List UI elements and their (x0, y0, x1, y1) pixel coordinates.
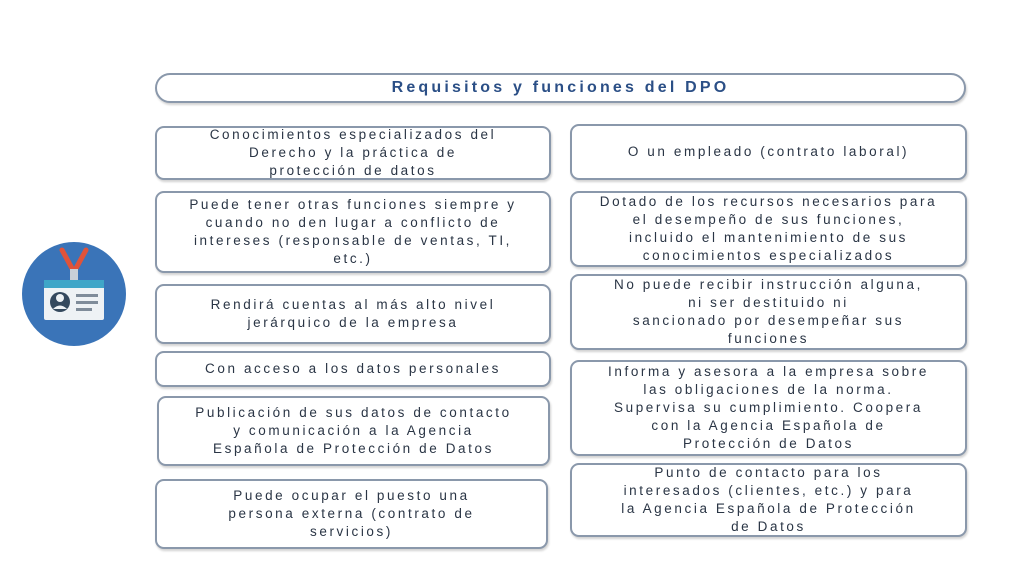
text-line: Española de Protección de Datos (213, 441, 494, 456)
text-line: Supervisa su cumplimiento. Coopera (613, 400, 923, 415)
left-box-3 (155, 284, 551, 344)
left-box-1 (155, 126, 551, 180)
text-line: el desempeño de sus funciones, (632, 212, 905, 227)
text-line: O un empleado (contrato laboral) (627, 144, 910, 159)
text-line: cuando no den lugar a conflicto de (205, 215, 501, 230)
diagram-title: Requisitos y funciones del DPO (155, 73, 966, 103)
text-line: interesados (clientes, etc.) y para (623, 483, 914, 498)
left-box-4 (155, 351, 551, 387)
text-line: Puede tener otras funciones siempre y (189, 197, 517, 212)
text-line: incluido el mantenimiento de sus (628, 230, 909, 245)
left-box-2 (155, 191, 551, 273)
text-line: Conocimientos especializados del (209, 127, 497, 142)
right-box-2 (570, 191, 967, 267)
text-line: Dotado de los recursos necesarios para (599, 194, 938, 209)
right-box-5 (570, 463, 967, 537)
text-line: Punto de contacto para los (654, 465, 883, 480)
right-box-1 (570, 124, 967, 180)
text-line: con la Agencia Española de (651, 418, 886, 433)
text-line: y comunicación a la Agencia (233, 423, 474, 438)
left-box-5 (157, 396, 550, 466)
right-box-3 (570, 274, 967, 350)
text-line: Informa y asesora a la empresa sobre (608, 364, 929, 379)
text-line: Puede ocupar el puesto una (233, 488, 470, 503)
text-line: jerárquico de la empresa (247, 315, 459, 330)
text-line: de Datos (731, 519, 806, 534)
text-line: Rendirá cuentas al más alto nivel (210, 297, 496, 312)
text-line: sancionado por desempeñar sus (632, 313, 905, 328)
text-line: funciones (727, 331, 810, 346)
text-line: No puede recibir instrucción alguna, (614, 277, 923, 292)
text-line: servicios) (309, 524, 393, 539)
text-line: la Agencia Española de Protección (621, 501, 916, 516)
right-box-4 (570, 360, 967, 456)
text-line: ni ser destituido ni (688, 295, 849, 310)
left-box-6 (155, 479, 548, 549)
text-line: persona externa (contrato de (228, 506, 475, 521)
id-badge-icon (22, 242, 126, 346)
text-line: Derecho y la práctica de (249, 145, 457, 160)
text-line: etc.) (333, 251, 373, 266)
text-line: Con acceso a los datos personales (205, 361, 501, 376)
text-line: Publicación de sus datos de contacto (195, 405, 512, 420)
text-line: protección de datos (269, 163, 437, 178)
text-line: intereses (responsable de ventas, TI, (193, 233, 513, 248)
text-line: Protección de Datos (683, 436, 854, 451)
text-line: conocimientos especializados (642, 248, 895, 263)
text-line: las obligaciones de la norma. (643, 382, 894, 397)
